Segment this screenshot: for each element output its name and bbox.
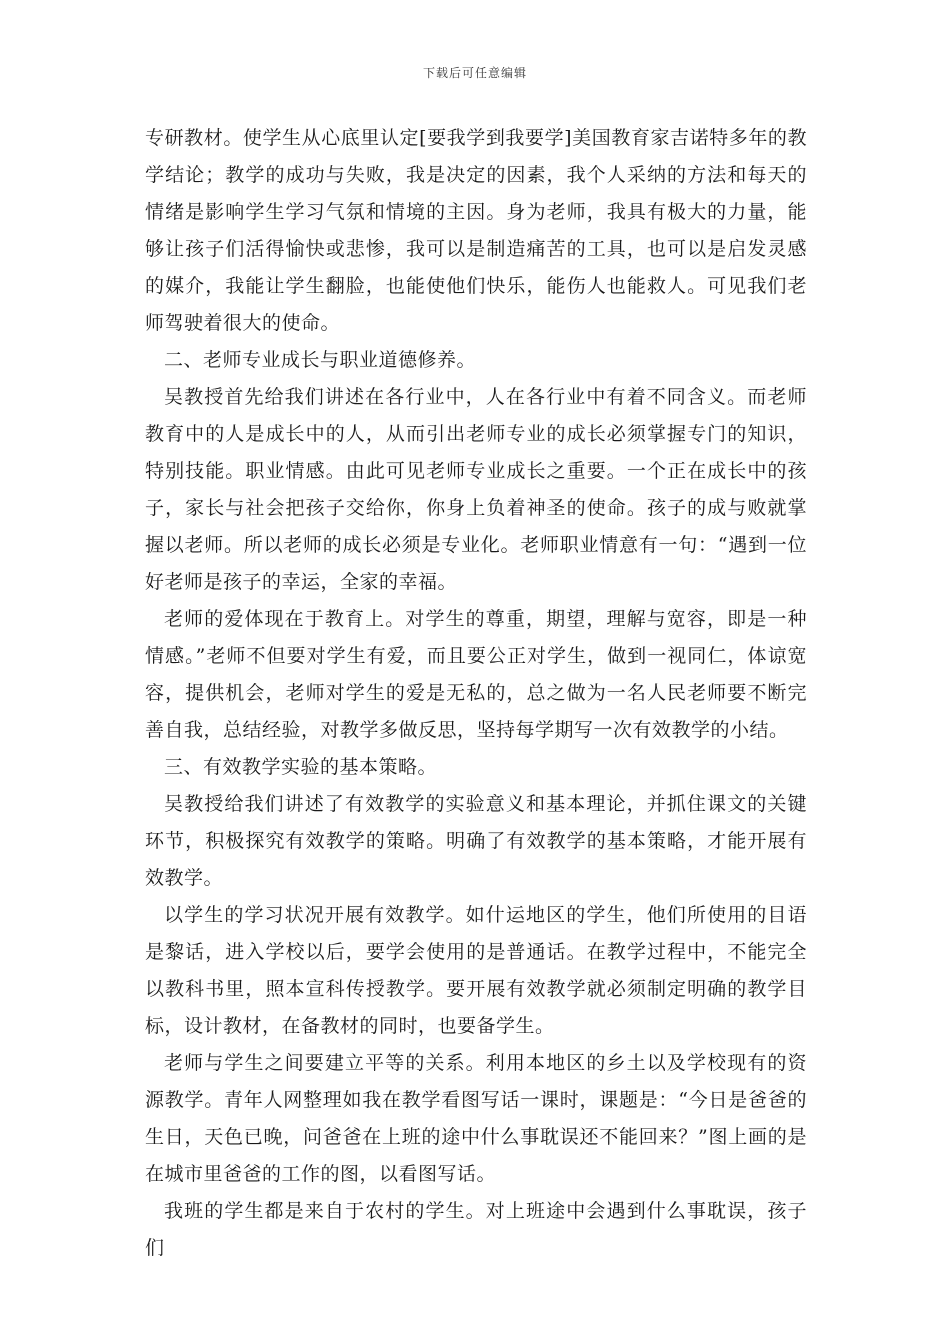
document-body bbox=[145, 120, 807, 1267]
paragraph: 以学生的学习状况开展有效教学。如什运地区的学生，他们所使用的目语是黎话，进入学校以后，要学会使用的是普通话。在教学过程中，不能完全以教科书里，照本宣科传授教学。要开展有效教学就必须制定明确的教学目标，设计教材，在备教材的同时，也要备学生。 bbox=[145, 904, 807, 1037]
paragraph: 吴教授给我们讲述了有效教学的实验意义和基本理论，并抓住课文的关键环节，积极探究有效教学的策略。明确了有效教学的基本策略，才能开展有效教学。 bbox=[145, 793, 807, 889]
paragraph: 专研教材。使学生从心底里认定[要我学到我要学]美国教育家吉诺特多年的教学结论；教学的成功与失败，我是决定的因素，我个人采纳的方法和每天的情绪是影响学生学习气氛和情境的主因。身为老师，我具有极大的力量，能够让孩子们活得愉快或悲惨，我可以是制造痛苦的工具，也可以是启发灵感的媒介，我能让学生翻脸，也能使他们快乐，能伤人也能救人。可见我们老师驾驶着很大的使命。 bbox=[145, 127, 807, 334]
paragraph: 吴教授首先给我们讲述在各行业中，人在各行业中有着不同含义。而老师教育中的人是成长中的人，从而引出老师专业的成长必须掌握专门的知识，特别技能。职业情感。由此可见老师专业成长之重要。一个正在成长中的孩子，家长与社会把孩子交给你，你身上负着神圣的使命。孩子的成与败就掌握以老师。所以老师的成长必须是专业化。老师职业情意有一句：“遇到一位好老师是孩子的幸运，全家的幸福。 bbox=[145, 386, 807, 593]
section-heading: 二、老师专业成长与职业道德修养。 bbox=[164, 349, 477, 371]
page-header-note: 下载后可任意编辑 bbox=[422, 66, 527, 80]
paragraph: 我班的学生都是来自于农村的学生。对上班途中会遇到什么事耽误，孩子们 bbox=[145, 1200, 807, 1259]
paragraph: 老师与学生之间要建立平等的关系。利用本地区的乡土以及学校现有的资源教学。青年人网整理如我在教学看图写话一课时，课题是：“今日是爸爸的生日，天色已晚，问爸爸在上班的途中什么事耽误还不能回来？”图上画的是在城市里爸爸的工作的图，以看图写话。 bbox=[145, 1052, 807, 1185]
section-heading: 三、有效教学实验的基本策略。 bbox=[164, 756, 438, 778]
paragraph: 老师的爱体现在于教育上。对学生的尊重，期望，理解与宽容，即是一种情感。”老师不但要对学生有爱，而且要公正对学生，做到一视同仁，体谅宽容，提供机会，老师对学生的爱是无私的，总之做为一名人民老师要不断完善自我，总结经验，对教学多做反思，坚持每学期写一次有效教学的小结。 bbox=[145, 608, 807, 741]
